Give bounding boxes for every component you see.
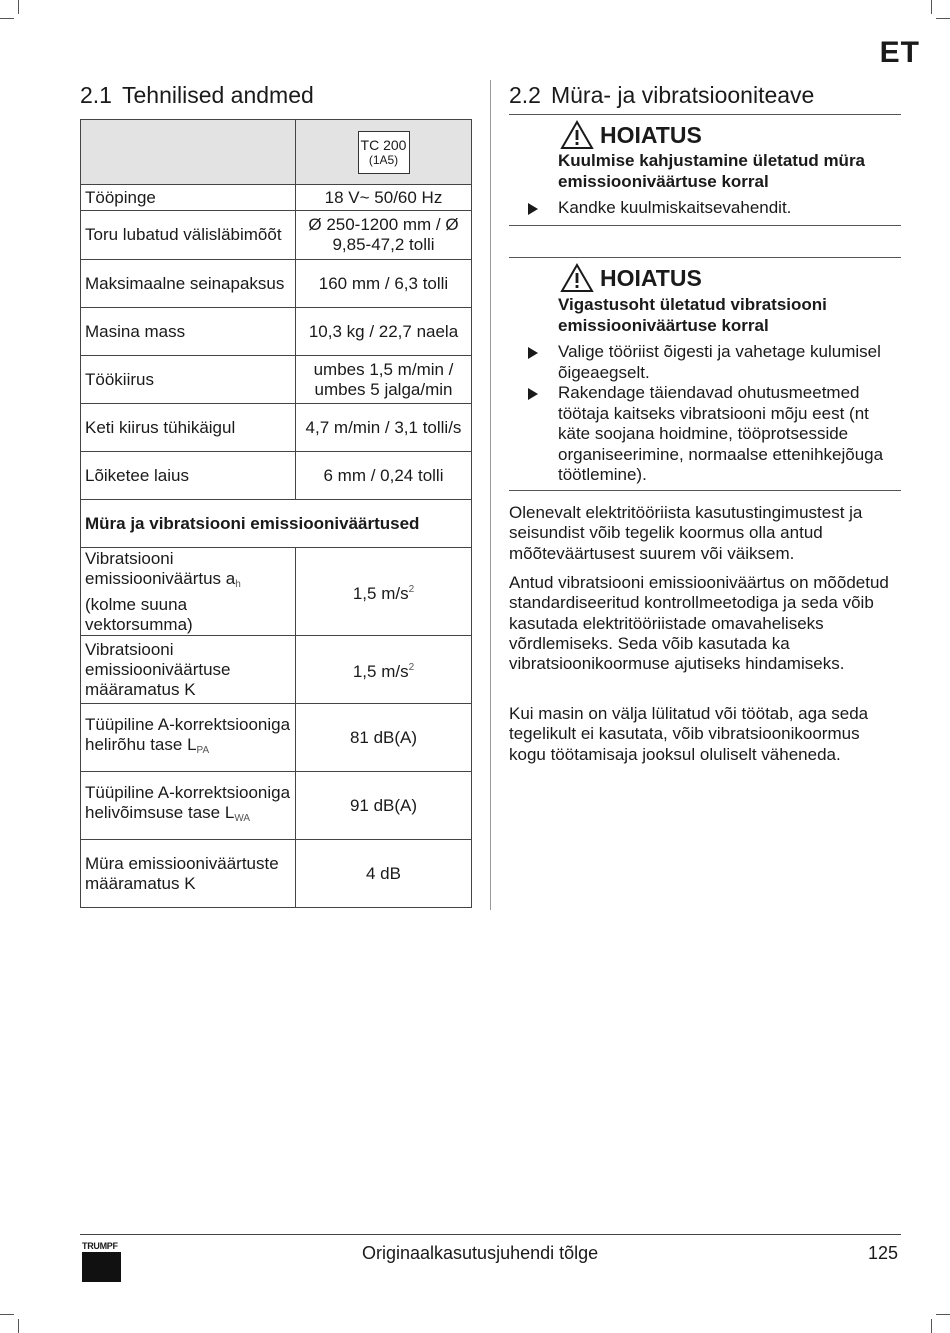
crop-mark bbox=[931, 0, 932, 14]
row-value-superscript: 2 bbox=[408, 661, 415, 673]
row-value bbox=[296, 636, 472, 704]
section-title-text: Tehnilised andmed bbox=[121, 82, 314, 108]
bullet-arrow-icon bbox=[528, 347, 538, 359]
warning-bullet bbox=[528, 383, 898, 486]
row-label: Vibratsiooni emissiooniväärtuse määramatus K bbox=[81, 636, 296, 704]
section-title-noise-vibration bbox=[509, 82, 814, 109]
row-label-text-rest: (kolme suuna vektorsumma) bbox=[85, 594, 193, 634]
table-row bbox=[81, 452, 472, 500]
row-value: Ø 250-1200 mm / Ø 9,85-47,2 tolli bbox=[296, 211, 472, 260]
row-label: Lõiketee laius bbox=[81, 452, 296, 500]
row-label: Masina mass bbox=[81, 308, 296, 356]
row-value: 4,7 m/min / 3,1 tolli/s bbox=[296, 404, 472, 452]
crop-mark bbox=[931, 1319, 932, 1333]
brand-logo bbox=[82, 1241, 122, 1282]
row-value: 160 mm / 6,3 tolli bbox=[296, 260, 472, 308]
table-row bbox=[81, 772, 472, 840]
brand-name: TRUMPF bbox=[82, 1241, 118, 1251]
warning-triangle-icon bbox=[560, 120, 594, 150]
row-label-subscript: h bbox=[235, 578, 241, 590]
model-name: TC 200 bbox=[360, 136, 407, 153]
row-label bbox=[81, 704, 296, 772]
row-value: 18 V~ 50/60 Hz bbox=[296, 185, 472, 211]
crop-mark bbox=[18, 0, 19, 14]
section-number: 2.2 bbox=[509, 82, 541, 108]
row-value: 81 dB(A) bbox=[296, 704, 472, 772]
crop-mark bbox=[936, 18, 950, 19]
row-label: Maksimaalne seinapaksus bbox=[81, 260, 296, 308]
table-row bbox=[81, 211, 472, 260]
row-label-text: Tüüpiline A-korrektsiooniga helivõimsuse tase L bbox=[85, 782, 291, 822]
warning-triangle-icon bbox=[560, 263, 594, 293]
table-row bbox=[81, 308, 472, 356]
row-label bbox=[81, 772, 296, 840]
group-heading: Müra ja vibratsiooni emissiooniväärtused bbox=[81, 500, 472, 548]
table-row bbox=[81, 548, 472, 636]
warning-subheading: Vigastusoht ületatud vibratsiooni emissiooniväärtuse korral bbox=[558, 295, 827, 335]
bullet-arrow-icon bbox=[528, 203, 538, 215]
crop-mark bbox=[0, 18, 14, 19]
body-paragraph: Olenevalt elektritööriista kasutustingimustest ja seisundist võib tegelik koormus olla antud mõõteväärtusest suurem või väiksem. bbox=[509, 503, 863, 563]
warning-heading bbox=[560, 120, 702, 150]
crop-mark bbox=[0, 1314, 14, 1315]
table-header-row bbox=[81, 120, 472, 185]
bullet-text: Valige tööriist õigesti ja vahetage kulumisel õigeaegselt. bbox=[558, 342, 881, 382]
table-row bbox=[81, 185, 472, 211]
warning-rule bbox=[509, 225, 901, 226]
crop-mark bbox=[18, 1319, 19, 1333]
table-row bbox=[81, 840, 472, 908]
warning-heading-text: HOIATUS bbox=[600, 264, 702, 291]
body-paragraph: Kui masin on välja lülitatud või töötab, aga seda tegelikult ei kasutata, võib vibratsioonikoormus kogu töötamisaja jooksul oluliselt väheneda. bbox=[509, 704, 869, 764]
table-header-empty-cell bbox=[81, 120, 296, 185]
row-value: 4 dB bbox=[296, 840, 472, 908]
language-code: ET bbox=[879, 36, 920, 69]
table-row bbox=[81, 704, 472, 772]
warning-heading bbox=[560, 263, 702, 293]
column-divider bbox=[490, 80, 491, 910]
warning-subheading: Kuulmise kahjustamine ületatud müra emissiooniväärtuse korral bbox=[558, 151, 866, 191]
row-value: umbes 1,5 m/min / umbes 5 jalga/min bbox=[296, 356, 472, 404]
row-label: Müra emissiooniväärtuste määramatus K bbox=[81, 840, 296, 908]
row-label-subscript: WA bbox=[234, 812, 251, 824]
technical-data-table bbox=[80, 119, 472, 908]
bullet-arrow-icon bbox=[528, 388, 538, 400]
brand-logo-block bbox=[82, 1252, 121, 1282]
table-row bbox=[81, 636, 472, 704]
row-value-text: 1,5 m/s bbox=[352, 583, 409, 603]
row-value: 10,3 kg / 22,7 naela bbox=[296, 308, 472, 356]
table-row bbox=[81, 404, 472, 452]
page-number: 125 bbox=[867, 1243, 898, 1263]
section-title-text: Müra- ja vibratsiooniteave bbox=[550, 82, 815, 108]
footer-rule bbox=[80, 1234, 901, 1235]
warning-rule bbox=[509, 257, 901, 258]
body-paragraph: Antud vibratsiooni emissiooniväärtus on mõõdetud standardiseeritud kontrollmeetodiga ja seda võib kasutada elektritööriistade omavaheliseks võrdlemiseks. Seda võib kasutada ka vibratsioonikoormuse ajutiseks hindamiseks. bbox=[509, 573, 889, 674]
model-label-box bbox=[358, 131, 410, 174]
crop-mark bbox=[936, 1314, 950, 1315]
table-row bbox=[81, 356, 472, 404]
row-value: 91 dB(A) bbox=[296, 772, 472, 840]
warning-bullet bbox=[528, 342, 898, 383]
row-value-text: 1,5 m/s bbox=[352, 661, 409, 681]
row-label-subscript: PA bbox=[196, 744, 210, 756]
table-row bbox=[81, 260, 472, 308]
warning-rule bbox=[509, 490, 901, 491]
section-number: 2.1 bbox=[80, 82, 112, 108]
bullet-text: Rakendage täiendavad ohutusmeetmed töötaja kaitseks vibratsiooni mõju eest (nt käte soojana hoidmine, tööprotsesside organiseerimine, normaalse ettenihkejõuga töötlemine). bbox=[558, 383, 884, 484]
warning-heading-text: HOIATUS bbox=[600, 121, 702, 148]
row-value: 6 mm / 0,24 tolli bbox=[296, 452, 472, 500]
row-value bbox=[296, 548, 472, 636]
row-label: Töökiirus bbox=[81, 356, 296, 404]
bullet-text: Kandke kuulmiskaitsevahendit. bbox=[558, 198, 792, 217]
row-value-superscript: 2 bbox=[408, 583, 415, 595]
section-rule bbox=[509, 114, 901, 115]
row-label: Tööpinge bbox=[81, 185, 296, 211]
row-label-text: Tüüpiline A-korrektsiooniga helirõhu tase L bbox=[85, 714, 291, 754]
section-title-technical-data bbox=[80, 82, 314, 109]
row-label bbox=[81, 548, 296, 636]
table-header-model-cell bbox=[296, 120, 472, 185]
footer-title: Originaalkasutusjuhendi tõlge bbox=[362, 1243, 599, 1263]
row-label: Toru lubatud välisläbimõõt bbox=[81, 211, 296, 260]
warning-bullet bbox=[528, 198, 898, 219]
row-label-text: Vibratsiooni emissiooniväärtus a bbox=[85, 548, 236, 588]
model-code: (1A5) bbox=[368, 152, 399, 167]
table-group-heading-row bbox=[81, 500, 472, 548]
row-label: Keti kiirus tühikäigul bbox=[81, 404, 296, 452]
